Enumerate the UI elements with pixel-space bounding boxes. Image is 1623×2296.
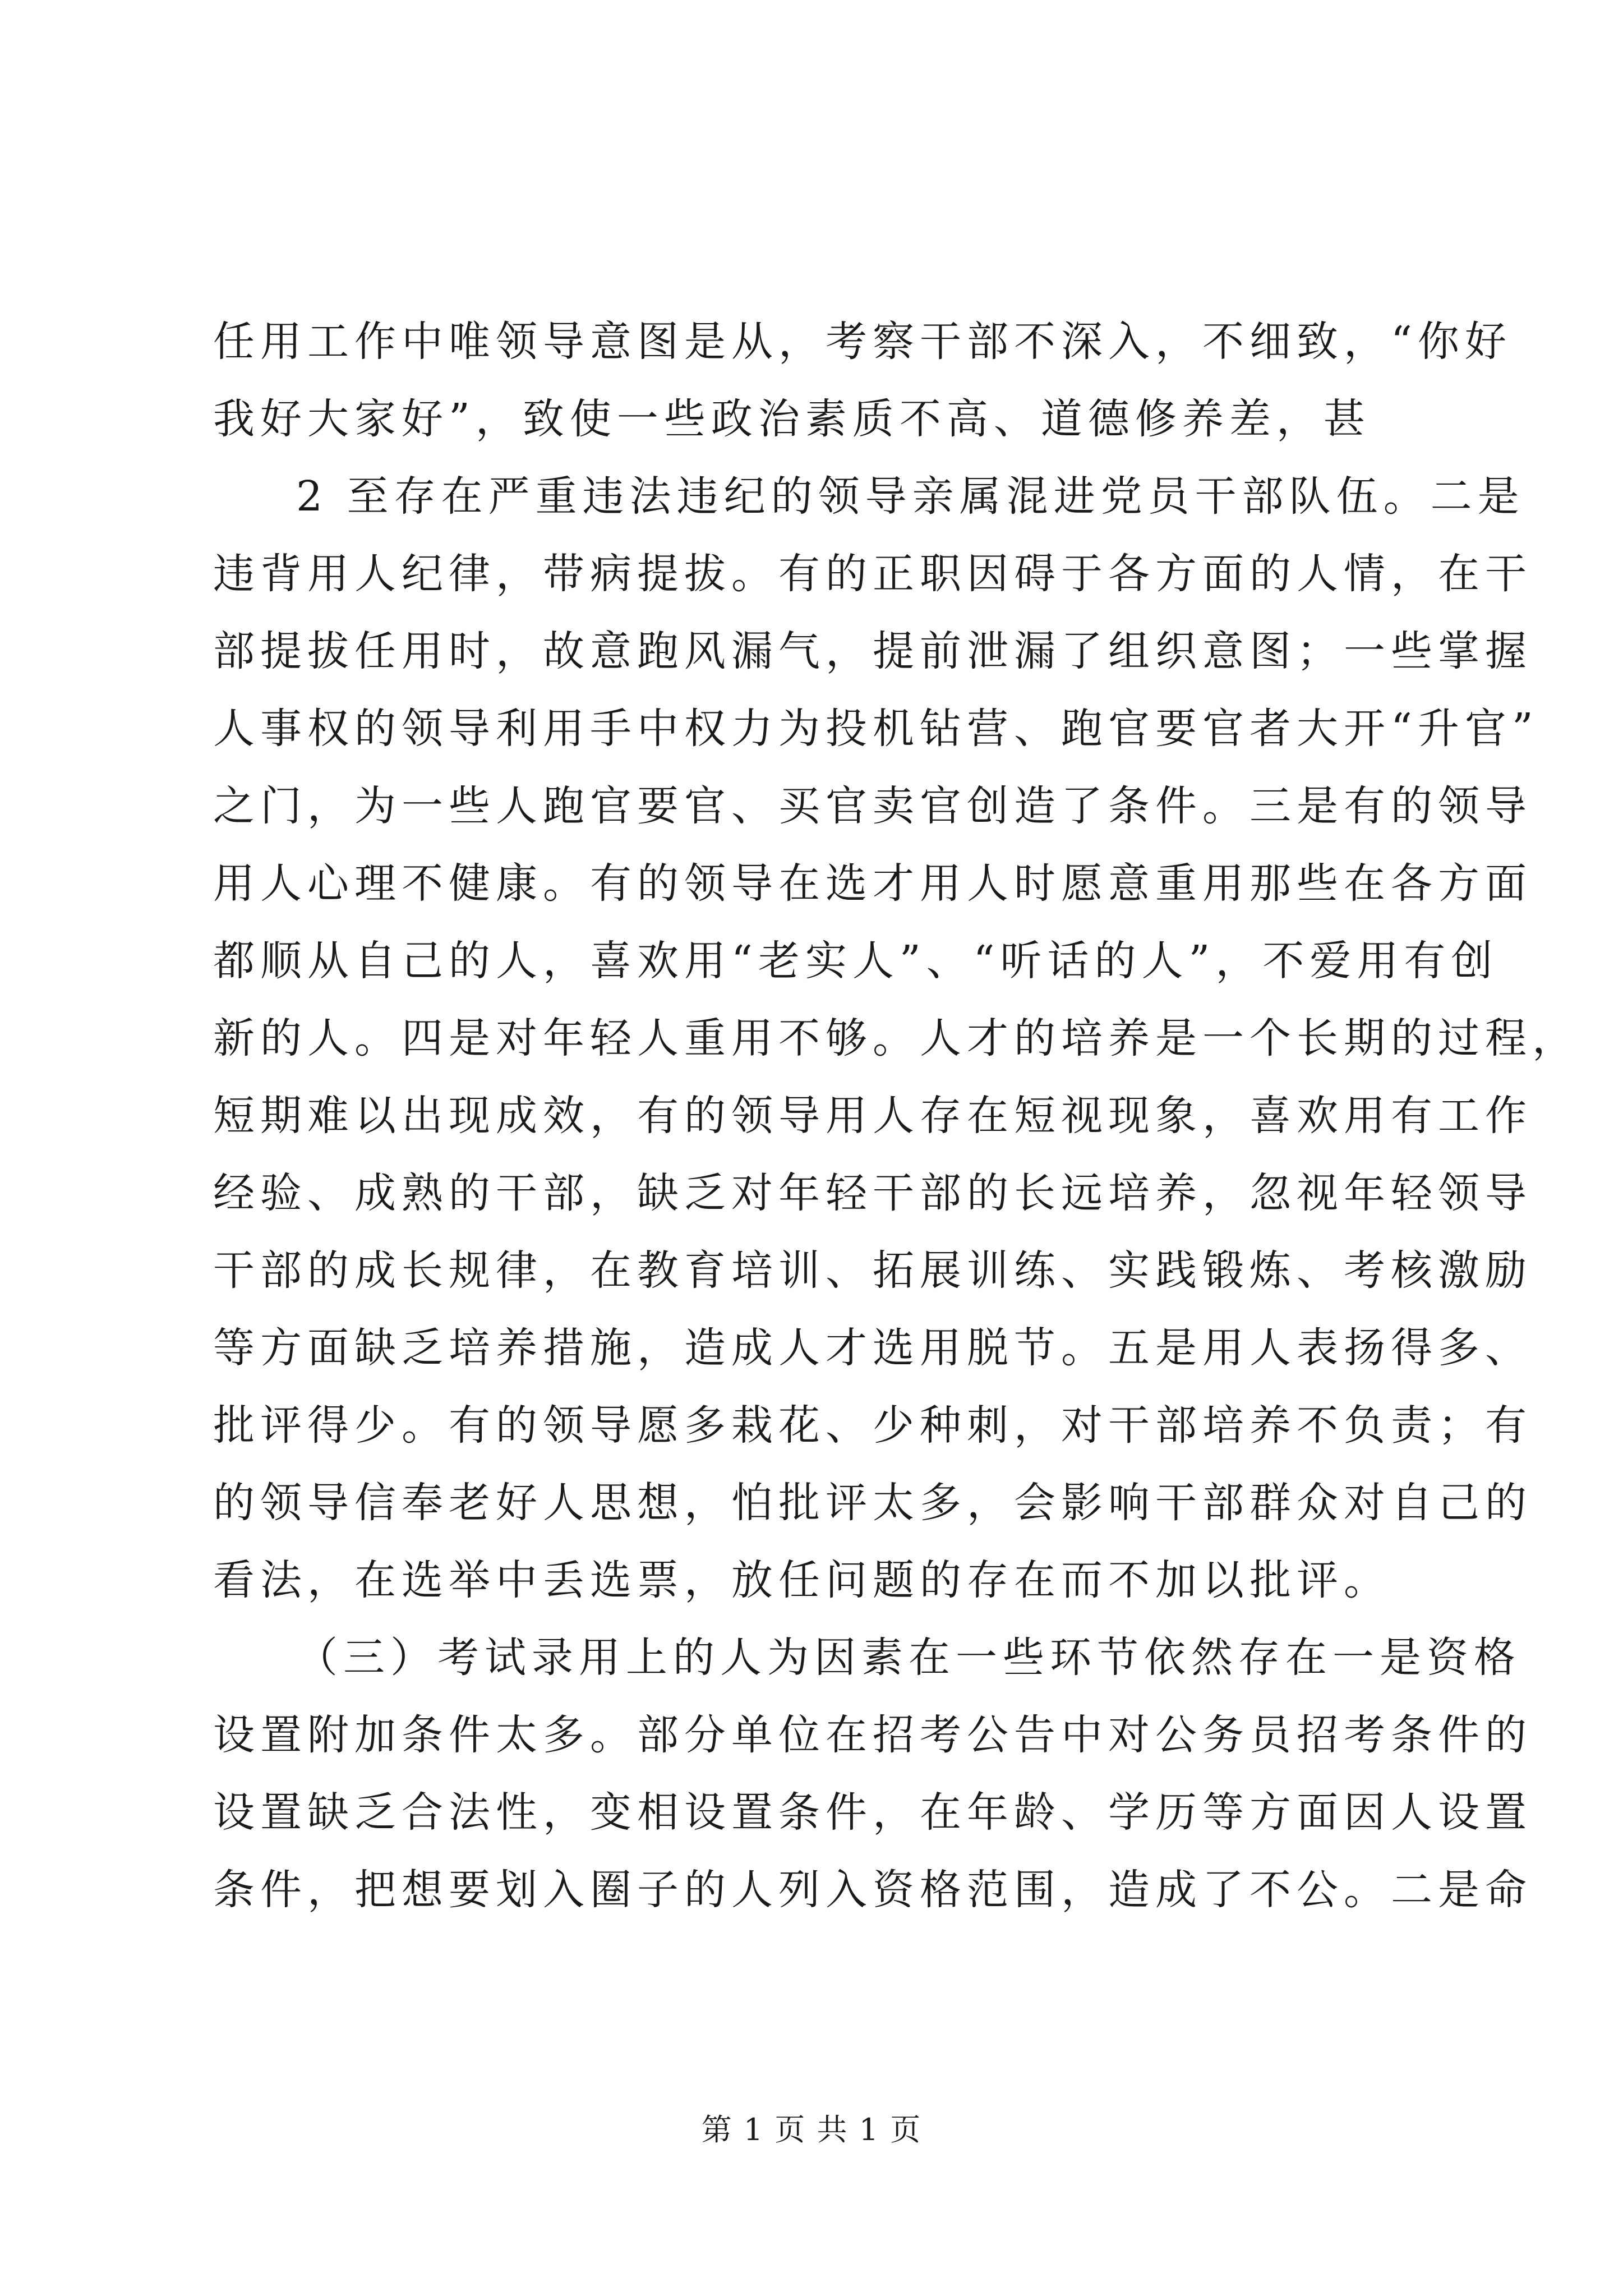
text-line: 等方面缺乏培养措施，造成人才选用脱节。五是用人表扬得多、 <box>213 1324 1532 1372</box>
body-text <box>213 303 1579 1929</box>
text-line: 经验、成熟的干部，缺乏对年轻干部的长远培养，忽视年轻领导 <box>213 1169 1532 1217</box>
text-line: 都顺从自己的人，喜欢用“老实人”、“听话的人”，不爱用有创 <box>213 937 1498 985</box>
text-line: 批评得少。有的领导愿多栽花、少种刺，对干部培养不负责；有 <box>213 1401 1532 1450</box>
text-line: （三）考试录用上的人为因素在一些环节依然存在一是资格 <box>296 1634 1521 1682</box>
text-line: 2 至存在严重违法违纪的领导亲属混进党员干部队伍。二是 <box>296 472 1525 521</box>
text-line: 违背用人纪律，带病提拔。有的正职因碍于各方面的人情，在干 <box>213 550 1532 598</box>
text-line: 干部的成长规律，在教育培训、拓展训练、实践锻炼、考核激励 <box>213 1246 1532 1295</box>
text-line: 短期难以出现成效，有的领导用人存在短视现象，喜欢用有工作 <box>213 1092 1532 1140</box>
text-line: 任用工作中唯领导意图是从，考察干部不深入，不细致，“你好 <box>213 318 1512 366</box>
text-line: 部提拔任用时，故意跑风漏气，提前泄漏了组织意图；一些掌握 <box>213 627 1532 675</box>
text-line: 之门，为一些人跑官要官、买官卖官创造了条件。三是有的领导 <box>213 782 1532 830</box>
text-line: 看法，在选举中丢选票，放任问题的存在而不加以批评。 <box>213 1556 1391 1604</box>
text-line: 设置缺乏合法性，变相设置条件，在年龄、学历等方面因人设置 <box>213 1788 1532 1837</box>
text-line: 设置附加条件太多。部分单位在招考公告中对公务员招考条件的 <box>213 1711 1532 1759</box>
text-line: 我好大家好”，致使一些政治素质不高、道德修养差，甚 <box>213 395 1371 443</box>
text-line: 人事权的领导利用手中权力为投机钻营、跑官要官者大开“升官” <box>213 705 1539 753</box>
text-line: 条件，把想要划入圈子的人列入资格范围，造成了不公。二是命 <box>213 1866 1532 1914</box>
page-number-footer: 第 1 页 共 1 页 <box>701 2112 922 2147</box>
text-line: 的领导信奉老好人思想，怕批评太多，会影响干部群众对自己的 <box>213 1479 1532 1527</box>
text-line: 用人心理不健康。有的领导在选才用人时愿意重用那些在各方面 <box>213 859 1532 908</box>
text-line: 新的人。四是对年轻人重用不够。人才的培养是一个长期的过程， <box>213 1014 1579 1062</box>
